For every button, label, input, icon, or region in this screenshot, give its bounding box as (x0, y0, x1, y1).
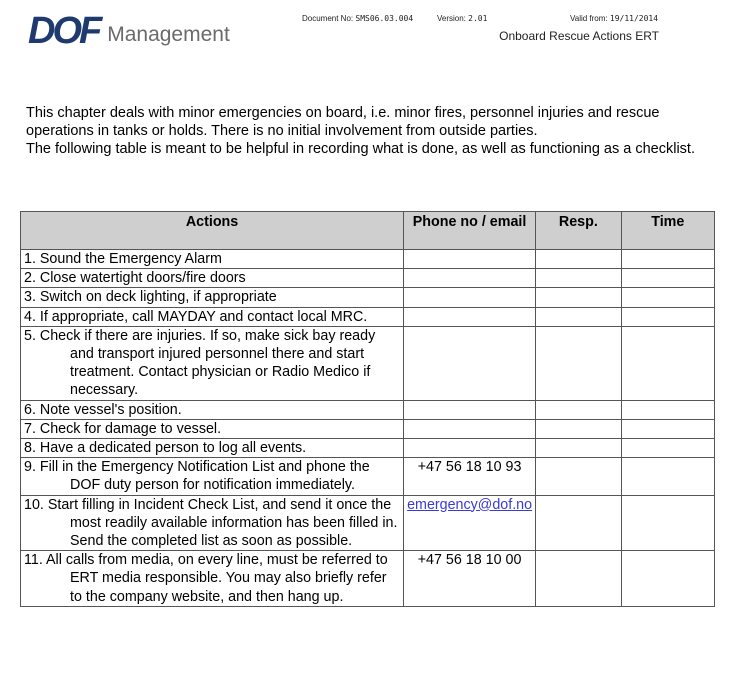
resp-cell[interactable] (536, 250, 622, 269)
table-row (21, 400, 715, 419)
intro-paragraph-2: The following table is meant to be helpful in recording what is done, as well as functioning as a checklist. (26, 141, 695, 157)
phone-number: +47 56 18 10 00 (417, 552, 522, 569)
action-cell (21, 269, 404, 288)
email-link[interactable]: emergency@dof.no (407, 496, 533, 513)
time-cell[interactable] (621, 326, 714, 400)
phone-email-cell (404, 439, 536, 458)
resp-cell[interactable] (536, 458, 622, 495)
action-cell (21, 495, 404, 551)
action-cell (21, 439, 404, 458)
phone-email-cell (404, 288, 536, 307)
version-value: 2.01 (468, 14, 488, 23)
action-text: 6. Note vessel's position. (24, 401, 182, 418)
action-cell (21, 400, 404, 419)
intro-text (26, 104, 696, 158)
resp-cell[interactable] (536, 400, 622, 419)
phone-email-cell (404, 495, 536, 551)
action-cell (21, 551, 404, 607)
company-logo (28, 10, 230, 52)
action-text: 10. Start filling in Incident Check List, and send it once the most readily available information has been filled in. Send the completed list as soon as possible. (24, 496, 398, 550)
action-cell (21, 288, 404, 307)
time-cell[interactable] (621, 269, 714, 288)
time-cell[interactable] (621, 400, 714, 419)
table-row (21, 326, 715, 400)
logo-mark: DOF (28, 10, 100, 52)
document-version (437, 14, 487, 23)
resp-cell[interactable] (536, 269, 622, 288)
valid-from (570, 14, 658, 23)
resp-cell[interactable] (536, 326, 622, 400)
time-cell[interactable] (621, 495, 714, 551)
time-cell[interactable] (621, 250, 714, 269)
action-text: 3. Switch on deck lighting, if appropriate (24, 289, 277, 306)
action-text: 4. If appropriate, call MAYDAY and contact local MRC. (24, 308, 368, 325)
action-cell (21, 307, 404, 326)
time-cell[interactable] (621, 419, 714, 438)
action-text: 11. All calls from media, on every line, must be referred to ERT media responsible. You may also briefly refer to the company website, and then hang up. (24, 552, 388, 605)
document-number (302, 14, 413, 23)
table-row (21, 250, 715, 269)
table-row (21, 419, 715, 438)
action-text: 5. Check if there are injuries. If so, make sick bay ready and transport injured personnel there and start treatment. Contact physician or Radio Medico if necessary. (24, 327, 376, 399)
phone-email-cell (404, 269, 536, 288)
table-row (21, 458, 715, 495)
action-cell (21, 250, 404, 269)
action-text: 8. Have a dedicated person to log all events. (24, 440, 307, 457)
phone-email-cell (404, 458, 536, 495)
table-row (21, 307, 715, 326)
action-cell (21, 419, 404, 438)
phone-email-cell (404, 419, 536, 438)
time-cell[interactable] (621, 439, 714, 458)
action-cell (21, 458, 404, 495)
column-header-time: Time (621, 212, 714, 250)
rescue-actions-table (20, 211, 715, 607)
table-row (21, 495, 715, 551)
document-number-value: SMS06.03.004 (355, 14, 414, 23)
action-text: 9. Fill in the Emergency Notification List and phone the DOF duty person for notification immediately. (24, 459, 370, 494)
resp-cell[interactable] (536, 439, 622, 458)
table-row (21, 551, 715, 607)
column-header-phone: Phone no / email (404, 212, 536, 250)
time-cell[interactable] (621, 307, 714, 326)
action-text: 1. Sound the Emergency Alarm (24, 251, 222, 267)
resp-cell[interactable] (536, 495, 622, 551)
action-text: 7. Check for damage to vessel. (24, 420, 222, 437)
table-row (21, 288, 715, 307)
phone-email-cell (404, 551, 536, 607)
resp-cell[interactable] (536, 307, 622, 326)
phone-email-cell (404, 307, 536, 326)
document-number-label: Document No: (302, 14, 354, 23)
resp-cell[interactable] (536, 419, 622, 438)
document-title: Onboard Rescue Actions ERT (499, 29, 659, 43)
valid-from-value: 19/11/2014 (609, 14, 659, 23)
page-header (0, 0, 729, 60)
version-label: Version: (437, 14, 466, 23)
phone-number: +47 56 18 10 93 (417, 459, 522, 476)
table-row (21, 269, 715, 288)
action-cell (21, 326, 404, 400)
time-cell[interactable] (621, 551, 714, 607)
column-header-resp: Resp. (536, 212, 622, 250)
table-header-row (21, 212, 715, 250)
action-text: 2. Close watertight doors/fire doors (24, 270, 246, 287)
resp-cell[interactable] (536, 288, 622, 307)
valid-from-label: Valid from: (570, 14, 608, 23)
time-cell[interactable] (621, 288, 714, 307)
time-cell[interactable] (621, 458, 714, 495)
column-header-actions: Actions (21, 212, 404, 250)
phone-email-cell (404, 326, 536, 400)
table-row (21, 439, 715, 458)
logo-wordmark: Management (107, 23, 230, 46)
resp-cell[interactable] (536, 551, 622, 607)
intro-paragraph-1: This chapter deals with minor emergencies on board, i.e. minor fires, personnel injuries and rescue operations in tanks or holds. There is no initial involvement from outside parties. (26, 105, 660, 139)
phone-email-cell (404, 250, 536, 269)
phone-email-cell (404, 400, 536, 419)
